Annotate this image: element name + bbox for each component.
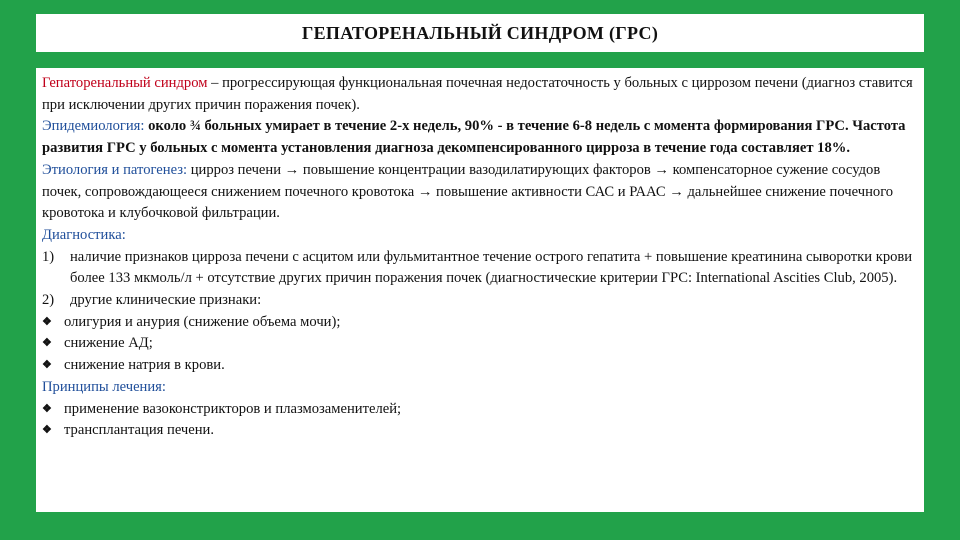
title-box xyxy=(36,14,924,52)
content-box xyxy=(36,68,924,512)
diamond-bullet-icon: ❖ xyxy=(42,337,52,350)
item-text: другие клинические признаки: xyxy=(70,292,262,309)
etiology-text: цирроз печени → повышение концентрации вазодилатирующих факторов → компенсаторное сужение сосудов почек, сопровождающееся снижением почечного кровотока → повышение активности САС и РААС → дальнейшее снижение почечного кровотока и клубочковой фильтрации. xyxy=(42,161,894,222)
definition-text: – прогрессирующая функциональная почечная недостаточность у больных с циррозом печени (диагноз ставится при исключении других причин поражения почек). xyxy=(42,75,913,113)
epidemiology-text: около ¾ больных умирает в течение 2-х недель, 90% - в течение 6-8 недель с момента формирования ГРС. Частота развития ГРС у больных с момента установления диагноза декомпенсированного цирроза в течение года составляет 18%. xyxy=(42,118,906,157)
epidemiology-paragraph xyxy=(42,116,916,159)
definition-paragraph xyxy=(42,73,916,116)
diagnostics-item xyxy=(42,290,916,312)
bullet-text: снижение натрия в крови. xyxy=(64,357,225,374)
treatment-bullet xyxy=(42,399,916,421)
diamond-bullet-icon: ❖ xyxy=(42,402,52,415)
etiology-paragraph xyxy=(42,160,916,225)
epidemiology-term: Эпидемиология: xyxy=(42,118,145,135)
bullet-text: олигурия и анурия (снижение объема мочи); xyxy=(64,313,341,330)
diagnostics-bullet xyxy=(42,312,916,334)
bullet-text: трансплантация печени. xyxy=(64,422,215,439)
item-number: 1) xyxy=(42,248,55,265)
diagnostics-item xyxy=(42,247,916,290)
item-number: 2) xyxy=(42,292,55,309)
treatment-bullet xyxy=(42,420,916,442)
diamond-bullet-icon: ❖ xyxy=(42,424,52,437)
page-title: ГЕПАТОРЕНАЛЬНЫЙ СИНДРОМ (ГРС) xyxy=(301,22,659,43)
diamond-bullet-icon: ❖ xyxy=(42,315,52,328)
diamond-bullet-icon: ❖ xyxy=(42,359,52,372)
etiology-term: Этиология и патогенез: xyxy=(42,161,188,178)
diagnostics-heading: Диагностика: xyxy=(42,226,126,243)
treatment-heading: Принципы лечения: xyxy=(42,378,166,395)
definition-term: Гепаторенальный синдром xyxy=(42,75,208,91)
diagnostics-bullet xyxy=(42,333,916,355)
bullet-text: снижение АД; xyxy=(64,335,153,352)
diagnostics-bullet xyxy=(42,355,916,377)
bullet-text: применение вазоконстрикторов и плазмозаменителей; xyxy=(64,400,402,417)
item-text: наличие признаков цирроза печени с асцитом или фульмитантное течение острого гепатита + повышение креатинина сыворотки крови более 133 мкмоль/л + отсутствие других причин поражения почек (диагностические критерии ГРС: International Ascities Club, 2005). xyxy=(70,248,913,287)
